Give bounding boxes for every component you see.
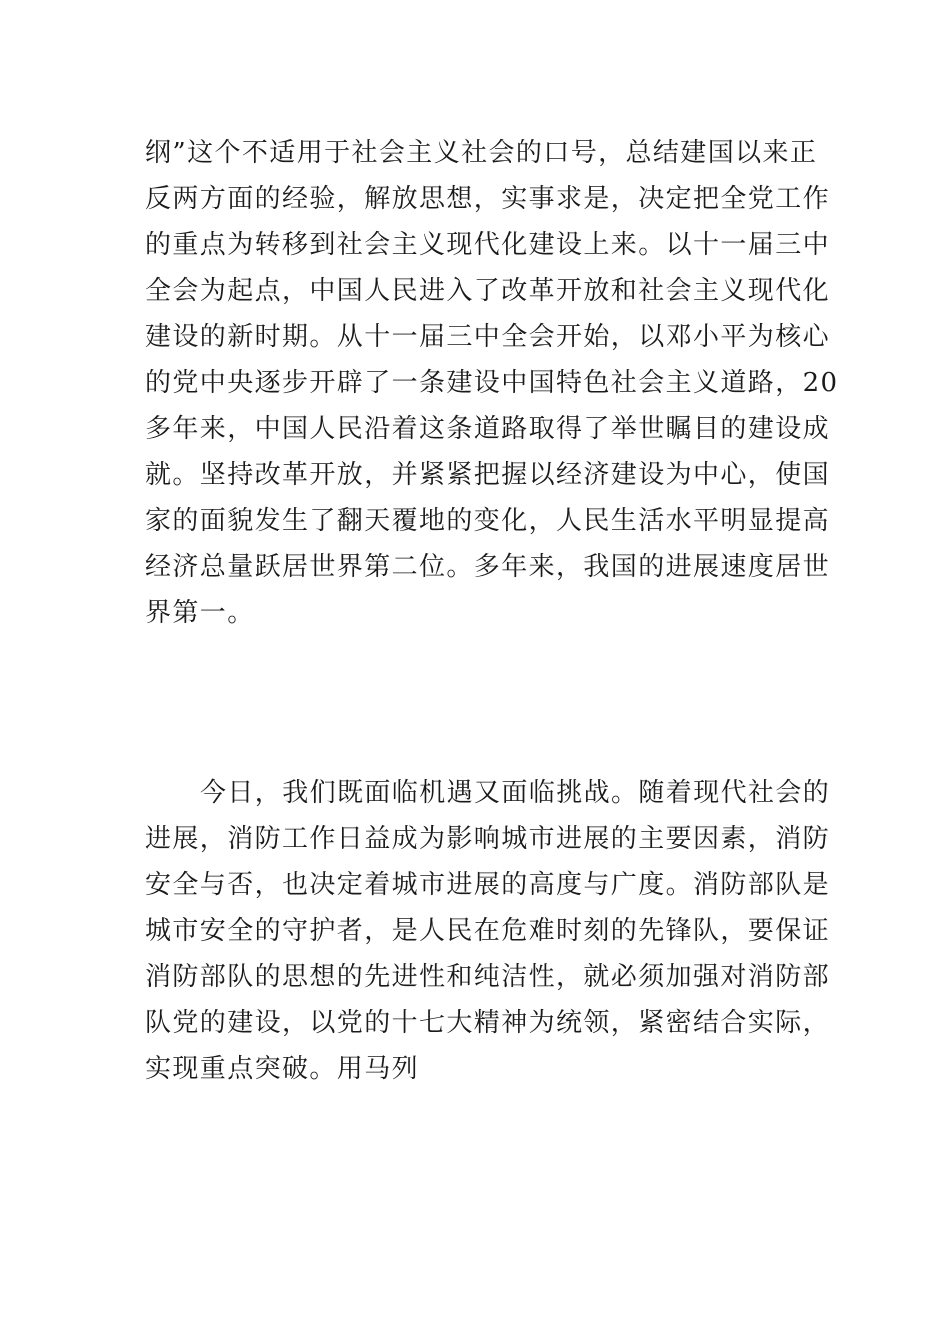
text-line: 队党的建设，以党的十七大精神为统领，紧密结合实际， — [145, 1008, 831, 1038]
text-line: 的党中央逐步开辟了一条建设中国特色社会主义道路，20 — [145, 368, 839, 398]
text-line: 今日，我们既面临机遇又面临挑战。随着现代社会的 — [200, 778, 831, 808]
text-line: 经济总量跃居世界第二位。多年来，我国的进展速度居世 — [145, 552, 831, 582]
text-line: 反两方面的经验，解放思想，实事求是，决定把全党工作 — [145, 184, 831, 214]
text-line: 消防部队的思想的先进性和纯洁性，就必须加强对消防部 — [145, 962, 831, 992]
text-line: 城市安全的守护者，是人民在危难时刻的先锋队，要保证 — [145, 916, 831, 946]
text-line: 建设的新时期。从十一届三中全会开始，以邓小平为核心 — [145, 322, 831, 352]
text-line: 多年来，中国人民沿着这条道路取得了举世瞩目的建设成 — [145, 414, 831, 444]
text-line: 纲”这个不适用于社会主义社会的口号，总结建国以来正 — [145, 138, 818, 168]
text-line: 实现重点突破。用马列 — [145, 1054, 420, 1084]
text-line: 就。坚持改革开放，并紧紧把握以经济建设为中心，使国 — [145, 460, 831, 490]
text-line: 界第一。 — [145, 598, 255, 628]
text-line: 全会为起点，中国人民进入了改革开放和社会主义现代化 — [145, 276, 831, 306]
text-line: 的重点为转移到社会主义现代化建设上来。以十一届三中 — [145, 230, 831, 260]
text-line: 进展，消防工作日益成为影响城市进展的主要因素，消防 — [145, 824, 831, 854]
text-line: 家的面貌发生了翻天覆地的变化，人民生活水平明显提高 — [145, 506, 831, 536]
text-line: 安全与否，也决定着城市进展的高度与广度。消防部队是 — [145, 870, 831, 900]
